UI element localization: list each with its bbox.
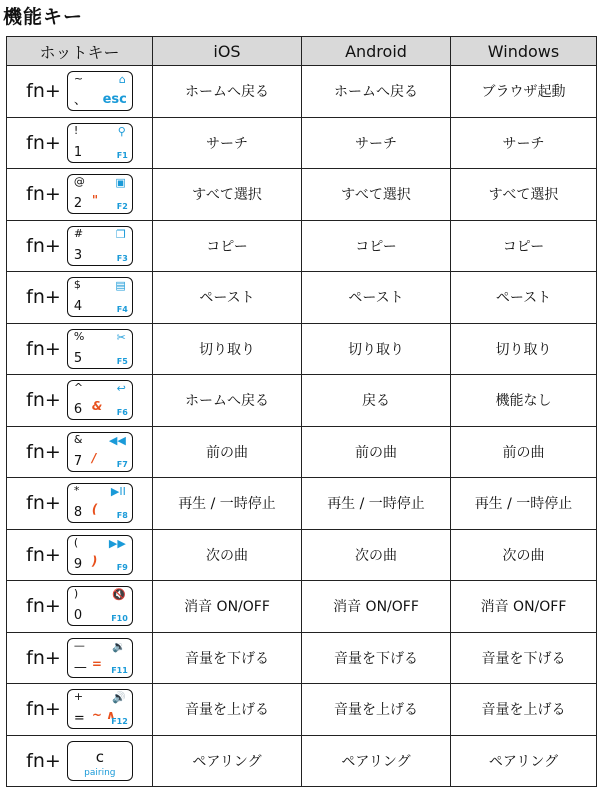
key-label: F11 [111,665,128,675]
key-function-icon: ✂ [116,330,126,344]
key-alt-char: ( [91,502,98,517]
fn-label: fn+ [26,80,61,103]
table-row [7,66,597,118]
table-row [7,581,597,633]
key-icon [67,638,133,678]
hotkey-cell [7,375,153,427]
key-function-icon: ▶II [110,485,126,499]
fn-label: fn+ [26,337,61,360]
key-function-icon: ⚲ [117,124,126,138]
android-cell: サーチ [302,117,451,169]
hotkey-cell [7,581,153,633]
key-shift-char: & [73,432,83,446]
key-char: 0 [73,608,83,624]
windows-cell: 次の曲 [451,529,597,581]
fn-label: fn+ [26,595,61,618]
android-cell: 再生 / 一時停止 [302,478,451,530]
key-label: F10 [111,614,128,624]
hotkey-cell [7,272,153,324]
fn-label: fn+ [26,286,61,309]
key-shift-char: $ [73,278,81,292]
ios-cell: ホームへ戻る [153,375,302,427]
hotkey-cell [7,169,153,221]
key-label: F3 [116,253,128,263]
key-char: 5 [73,350,83,366]
key-shift-char: — [73,638,85,652]
key-char: 8 [73,505,83,521]
fn-label: fn+ [26,131,61,154]
table-header-row [7,37,597,66]
key-char: 1 [73,144,83,160]
page-title: 機能キー [3,6,84,28]
key-alt-char: / [91,450,97,465]
android-cell: ペアリング [302,735,451,787]
key-shift-char: # [73,226,84,240]
android-cell: 次の曲 [302,529,451,581]
ios-cell: ペースト [153,272,302,324]
fn-label: fn+ [26,698,61,721]
key-function-icon: ▶▶ [108,536,126,550]
key-alt-char: ) [91,553,98,568]
windows-cell: 切り取り [451,323,597,375]
key-char: 6 [73,402,83,418]
fn-label: fn+ [26,543,61,566]
key-shift-char: ) [73,587,79,601]
table-row [7,375,597,427]
key-icon [67,71,133,111]
key-alt-char: " [91,193,99,208]
key-function-icon: 🔉 [112,639,126,653]
android-cell: 切り取り [302,323,451,375]
header-hotkey: ホットキー [7,37,153,66]
key-char: 、 [73,93,87,109]
windows-cell: ペースト [451,272,597,324]
key-label: F4 [116,305,128,315]
ios-cell: サーチ [153,117,302,169]
key-function-icon: ◀◀ [108,433,126,447]
table-row [7,478,597,530]
key-label: F7 [116,459,128,469]
ios-cell: 音量を下げる [153,632,302,684]
key-label: F1 [116,150,128,160]
key-char: — [73,659,87,675]
key-shift-char: ! [73,123,79,137]
android-cell: 音量を下げる [302,632,451,684]
ios-cell: 再生 / 一時停止 [153,478,302,530]
fn-label: fn+ [26,492,61,515]
fn-label: fn+ [26,749,61,772]
hotkey-cell [7,478,153,530]
android-cell: コピー [302,220,451,272]
key-char: = [73,711,85,727]
key-label: F5 [116,356,128,366]
windows-cell: ペアリング [451,735,597,787]
key-alt-char: ~ ∧ [91,708,116,723]
key-char: 9 [73,556,83,572]
key-label: F6 [116,408,128,418]
key-icon [67,329,133,369]
windows-cell: 消音 ON/OFF [451,581,597,633]
ios-cell: コピー [153,220,302,272]
key-label: F9 [116,562,128,572]
table-row [7,117,597,169]
header-ios: iOS [153,37,302,66]
key-icon [67,226,133,266]
fn-label: fn+ [26,440,61,463]
android-cell: 音量を上げる [302,684,451,736]
key-function-icon: ↩ [116,382,126,396]
table-row [7,735,597,787]
android-cell: 消音 ON/OFF [302,581,451,633]
key-icon [67,432,133,472]
key-icon [67,277,133,317]
key-label: F8 [116,511,128,521]
key-function-icon: ▣ [115,176,126,190]
ios-cell: 次の曲 [153,529,302,581]
fn-label: fn+ [26,389,61,412]
key-char: 7 [73,453,83,469]
fn-label: fn+ [26,234,61,257]
windows-cell: 音量を上げる [451,684,597,736]
ios-cell: 前の曲 [153,426,302,478]
windows-cell: ブラウザ起動 [451,66,597,118]
key-label: esc [102,92,127,108]
key-shift-char: + [73,690,84,704]
key-label: pairing [84,767,116,778]
key-icon [67,535,133,575]
key-icon [67,741,133,781]
android-cell: すべて選択 [302,169,451,221]
windows-cell: サーチ [451,117,597,169]
key-shift-char: * [73,484,80,498]
key-shift-char: % [73,329,85,343]
key-function-icon: 🔇 [112,588,126,602]
key-shift-char: ^ [73,381,84,395]
key-function-icon: ▤ [115,279,126,293]
function-key-table [6,36,597,787]
table-row [7,684,597,736]
windows-cell: 前の曲 [451,426,597,478]
key-char: 4 [73,299,83,315]
windows-cell: 機能なし [451,375,597,427]
key-label: F12 [111,717,128,727]
table-row [7,323,597,375]
android-cell: 戻る [302,375,451,427]
key-icon [67,483,133,523]
windows-cell: 音量を下げる [451,632,597,684]
table-row [7,169,597,221]
table-row [7,220,597,272]
header-windows: Windows [451,37,597,66]
ios-cell: 音量を上げる [153,684,302,736]
hotkey-cell [7,735,153,787]
key-char: 3 [73,247,83,263]
android-cell: ホームへ戻る [302,66,451,118]
key-icon [67,174,133,214]
table-row [7,529,597,581]
windows-cell: すべて選択 [451,169,597,221]
hotkey-cell [7,220,153,272]
key-char: 2 [73,196,83,212]
table-row [7,426,597,478]
windows-cell: コピー [451,220,597,272]
table-row [7,272,597,324]
hotkey-cell [7,426,153,478]
ios-cell: 消音 ON/OFF [153,581,302,633]
key-alt-char: = [91,656,102,671]
key-char: c [95,747,104,766]
hotkey-cell [7,529,153,581]
key-function-icon: ⌂ [118,73,126,87]
android-cell: ペースト [302,272,451,324]
ios-cell: すべて選択 [153,169,302,221]
header-android: Android [302,37,451,66]
key-shift-char: ( [73,535,79,549]
key-function-icon: 🔊 [112,691,126,705]
fn-label: fn+ [26,646,61,669]
key-shift-char: @ [73,175,85,189]
ios-cell: 切り取り [153,323,302,375]
hotkey-cell [7,323,153,375]
hotkey-cell [7,632,153,684]
ios-cell: ペアリング [153,735,302,787]
ios-cell: ホームへ戻る [153,66,302,118]
hotkey-cell [7,117,153,169]
key-icon [67,380,133,420]
key-alt-char: & [91,399,103,414]
hotkey-cell [7,66,153,118]
key-function-icon: ❐ [115,227,126,241]
key-icon [67,586,133,626]
android-cell: 前の曲 [302,426,451,478]
fn-label: fn+ [26,183,61,206]
key-icon [67,123,133,163]
table-row [7,632,597,684]
key-label: F2 [116,202,128,212]
windows-cell: 再生 / 一時停止 [451,478,597,530]
key-icon [67,689,133,729]
key-shift-char: ~ [73,72,84,86]
hotkey-cell [7,684,153,736]
